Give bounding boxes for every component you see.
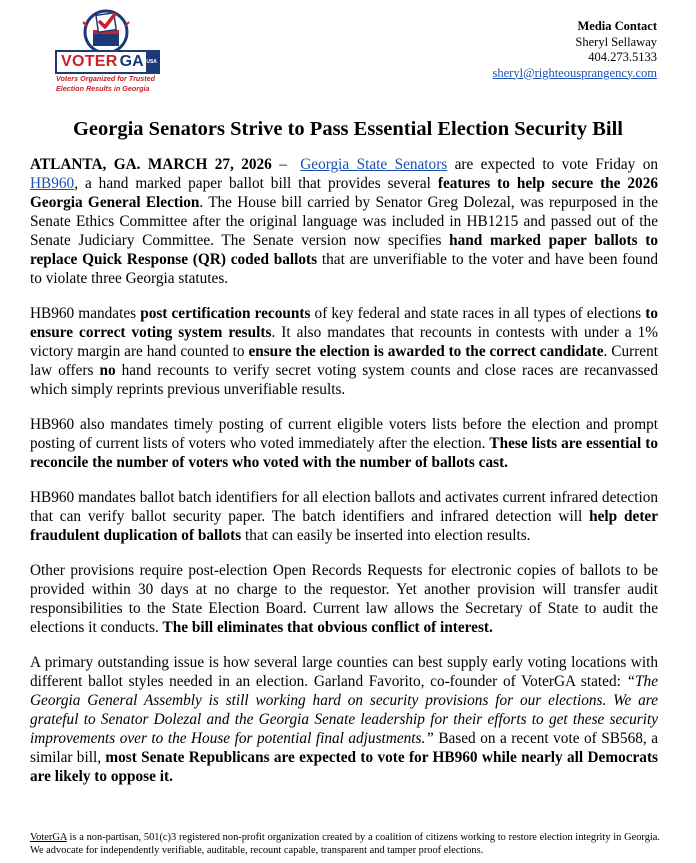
logo-usa-badge: USA	[146, 52, 158, 72]
dateline: ATLANTA, GA. MARCH 27, 2026	[30, 156, 272, 173]
footer-note: VoterGA is a non-partisan, 501(c)3 registered non-profit organization created by a coalition of citizens working to restore election integrity in Georgia. We advocate for independently verifiable, auditable, recount capable, transparent and tamper proof elections.	[30, 832, 660, 856]
paragraph-1: ATLANTA, GA. MARCH 27, 2026 – Georgia State Senators are expected to vote Friday on HB960, a hand marked paper ballot bill that provides several features to help secure the 2026 Georgia General Election. The House bill carried by Senator Greg Dolezal, was repurposed in the Senate Ethics Committee after the original language was included in HB1215 and passed out of the Senate Judiciary Committee. The Senate version now specifies hand marked paper ballots to replace Quick Response (QR) coded ballots that are unverifiable to the voter and have been found to violate three Georgia statutes.	[30, 156, 659, 287]
paragraph-6: A primary outstanding issue is how several large counties can best supply early voting locations with different ballot styles needed in an election. Garland Favorito, co-founder of VoterGA stated: “The Georgia General Assembly is still working hard on security provisions for our elections. We are grateful to Senator Dolezal and the Georgia Senate leadership for their efforts to get these security improvements over to the House for potential final adjustments.” Based on a recent vote of SB568, a similar bill, most Senate Republicans are expected to vote for HB960 while nearly all Democrats are likely to oppose it.	[30, 654, 658, 785]
logo-tagline-line1: Voters Organized for Trusted	[56, 74, 156, 83]
paragraph-3: HB960 also mandates timely posting of current eligible voters lists before the election and prompt posting of current lists of voters who voted immediately after the election. These lists are essential to reconcile the number of voters who voted with the number of ballots cast.	[30, 416, 659, 471]
georgia-state-senators-link[interactable]: Georgia State Senators	[300, 156, 448, 173]
logo-wordmark	[55, 50, 160, 74]
media-contact-phone: 404.273.5133	[588, 50, 657, 64]
media-contact-name: Sheryl Sellaway	[575, 34, 657, 49]
page-title: Georgia Senators Strive to Pass Essential Election Security Bill	[72, 118, 624, 140]
logo-tagline	[56, 74, 184, 94]
logo-tagline-line2: Election Results in Georgia	[56, 84, 150, 93]
media-contact-title: Media Contact	[577, 19, 657, 33]
paragraph-2: HB960 mandates post certification recounts of key federal and state races in all types of elections to ensure correct voting system results. It also mandates that recounts in contests with under a 1% victory margin are hand counted to ensure the election is awarded to the correct candidate. Current law offers no hand recounts to verify secret voting system counts and close races are recanvassed which simply reprints previous unverifiable results.	[30, 305, 658, 398]
logo-voter-text: VOTER	[61, 53, 118, 70]
ballot-box-check-icon	[78, 8, 134, 54]
footer-org-name: VoterGA	[30, 832, 67, 843]
paragraph-4: HB960 mandates ballot batch identifiers for all election ballots and activates current infrared detection that can verify ballot security paper. The batch identifiers and infrared detection will help deter fraudulent duplication of ballots that can easily be inserted into election results.	[30, 489, 658, 544]
article-body	[30, 155, 658, 802]
paragraph-5: Other provisions require post-election Open Records Requests for electronic copies of ballots to be provided within 30 days at no charge to the requestor. Yet another provision will transfer audit responsibilities to the State Election Board. Current law allows the Secretary of State to audit the elections it conducts. The bill eliminates that obvious conflict of interest.	[30, 562, 658, 636]
favorito-quote: “The Georgia General Assembly is still working hard on security provisions for our elections. We are grateful to Senator Dolezal and the Georgia Senate leadership for their efforts to get these security improvements over to the House for potential final adjustments.”	[30, 673, 658, 747]
logo-ga-text: GA	[119, 53, 144, 70]
media-contact-email-link[interactable]: sheryl@righteousprangency.com	[492, 65, 657, 80]
media-contact	[493, 19, 657, 81]
hb960-link[interactable]: HB960	[30, 175, 75, 192]
voterga-logo	[50, 8, 180, 98]
